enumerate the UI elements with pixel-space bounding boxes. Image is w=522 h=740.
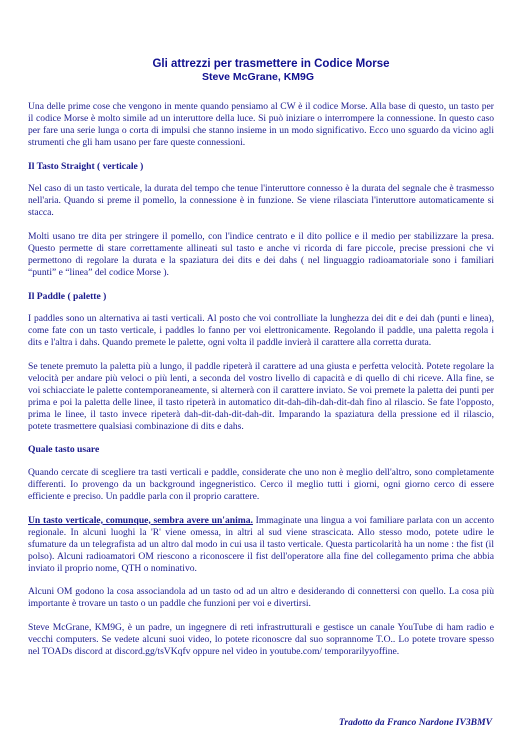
paragraph: Molti usano tre dita per stringere il pomello, con l'indice centrato e il dito pollice e il medio per stabilizzare la presa. Questo permette di stare correttamente allineati sul tasto e anche vi ricorda di fare piccole, precise pressioni che vi permettono di regolare la durata e la spaziatura dei dits e dei dahs ( nel linguaggio radioamatoriale sono i familiari “punti” e “linea” del codice Morse ). [28, 230, 494, 278]
paragraph: Nel caso di un tasto verticale, la durata del tempo che tenue l'interuttore connesso è la durata del segnale che è trasmesso nell'aria. Quando si preme il pomello, la connessione è in funzione. Se viene rilasciata l'interuttore automaticamente si stacca. [28, 183, 494, 219]
article-author: Steve McGrane, KM9G [202, 71, 315, 83]
translator-credit: Tradotto da Franco Nardone IV3BMV [338, 717, 492, 728]
paragraph-text: Immaginate una lingua a voi familiare parlata con un accento regionale. In alcuni luoghi la 'R' viene omessa, in altri al sud viene strascicata. Allo stesso modo, potete udire le sfumature da un telegrafista ad un altro dal modo in cui usa il tasto verticale. Questa particolarità ha un nome : the fist (il polso). Alcuni radioamatori OM riescono a riconoscere il fist dell'operatore alla fine del collegamento prima che abbia inviato il proprio nome, QTH o nominativo. [28, 514, 495, 574]
author-bio-paragraph: Steve McGrane, KM9G, è un padre, un ingegnere di reti infrastrutturali e gestisce un canale YouTube di ham radio e vecchi computers. Se vedete alcuni suoi video, lo potete riconoscre dal suo soprannome T.O.. Lo potete trovare spesso nel TOADs discord at discord.gg/tsVKqfv oppure nel video in youtube.com/ temporarilyyoffine. [28, 621, 494, 657]
paragraph [28, 515, 494, 575]
paragraph: Quando cercate di scegliere tra tasti verticali e paddle, considerate che uno non è meglio dell'altro, sono completamente differenti. Io provengo da un background ingegneristico. Cerco il meglio tutti i giorni, ogni giorno cerco di essere efficiente e preciso. Un paddle parla con il proprio carattere. [28, 466, 494, 503]
section-heading-paddle: Il Paddle ( palette ) [28, 290, 107, 302]
paragraph: Se tenete premuto la paletta più a lungo, il paddle ripeterà il carattere ad una giusta e perfetta velocità. Potete regolare la velocità per andare più veloci o più lenti, a seconda del vostro livello di capacità e di quello di chi riceve. Alla fine, se voi schiacciate le palette contemporaneamente, si alternerà con il carattere inviato. Se voi premete la paletta dei punti per prima e poi la paletta delle linee, il tasto ripeterà in automatico dit-dah-dih-dah-dit-dah fino al rilascio. Se fate l'opposto, prima le linee, il tasto invece ripeterà dah-dit-dah-dit-dah-dit. Imparando la spaziatura della pressione ed il rilascio, potete trasmettere qualsiasi combinazione di dits e dahs. [28, 360, 494, 432]
paragraph: I paddles sono un alternativa ai tasti verticali. Al posto che voi controlliate la lunghezza dei dit e dei dah (punti e linea), come fate con un tasto verticale, i paddles lo fanno per voi elettronicamente. Regolando il paddle, una paletta regola i dits e l'altra i dahs. Quando premete le palette, ogni volta il paddle invierà il carattere alla corretta durata. [28, 313, 494, 349]
paragraph: Alcuni OM godono la cosa associandola ad un tasto od ad un altro e desiderando di connettersi con quello. La cosa più importante è trovare un tasto o un paddle che funzioni per voi e divertirsi. [28, 586, 494, 610]
section-heading-which-key: Quale tasto usare [28, 444, 100, 456]
intro-paragraph: Una delle prime cose che vengono in mente quando pensiamo al CW è il codice Morse. Alla base di questo, un tasto per il codice Morse è molto simile ad un interuttore della luce. Si può iniziare o interrompere la connessione. In questo caso per fare una serie lunga o corta di impulsi che stanno insieme in un modo significativo. Ecco uno sguardo da vicino agli strumenti che gli ham usano per fare queste connessioni. [28, 101, 494, 149]
section-heading-straight-key: Il Tasto Straight ( verticale ) [28, 160, 144, 172]
article-title: Gli attrezzi per trasmettere in Codice Morse [152, 58, 390, 70]
underlined-lead-sentence: Un tasto verticale, comunque, sembra avere un'anima. [28, 514, 253, 526]
